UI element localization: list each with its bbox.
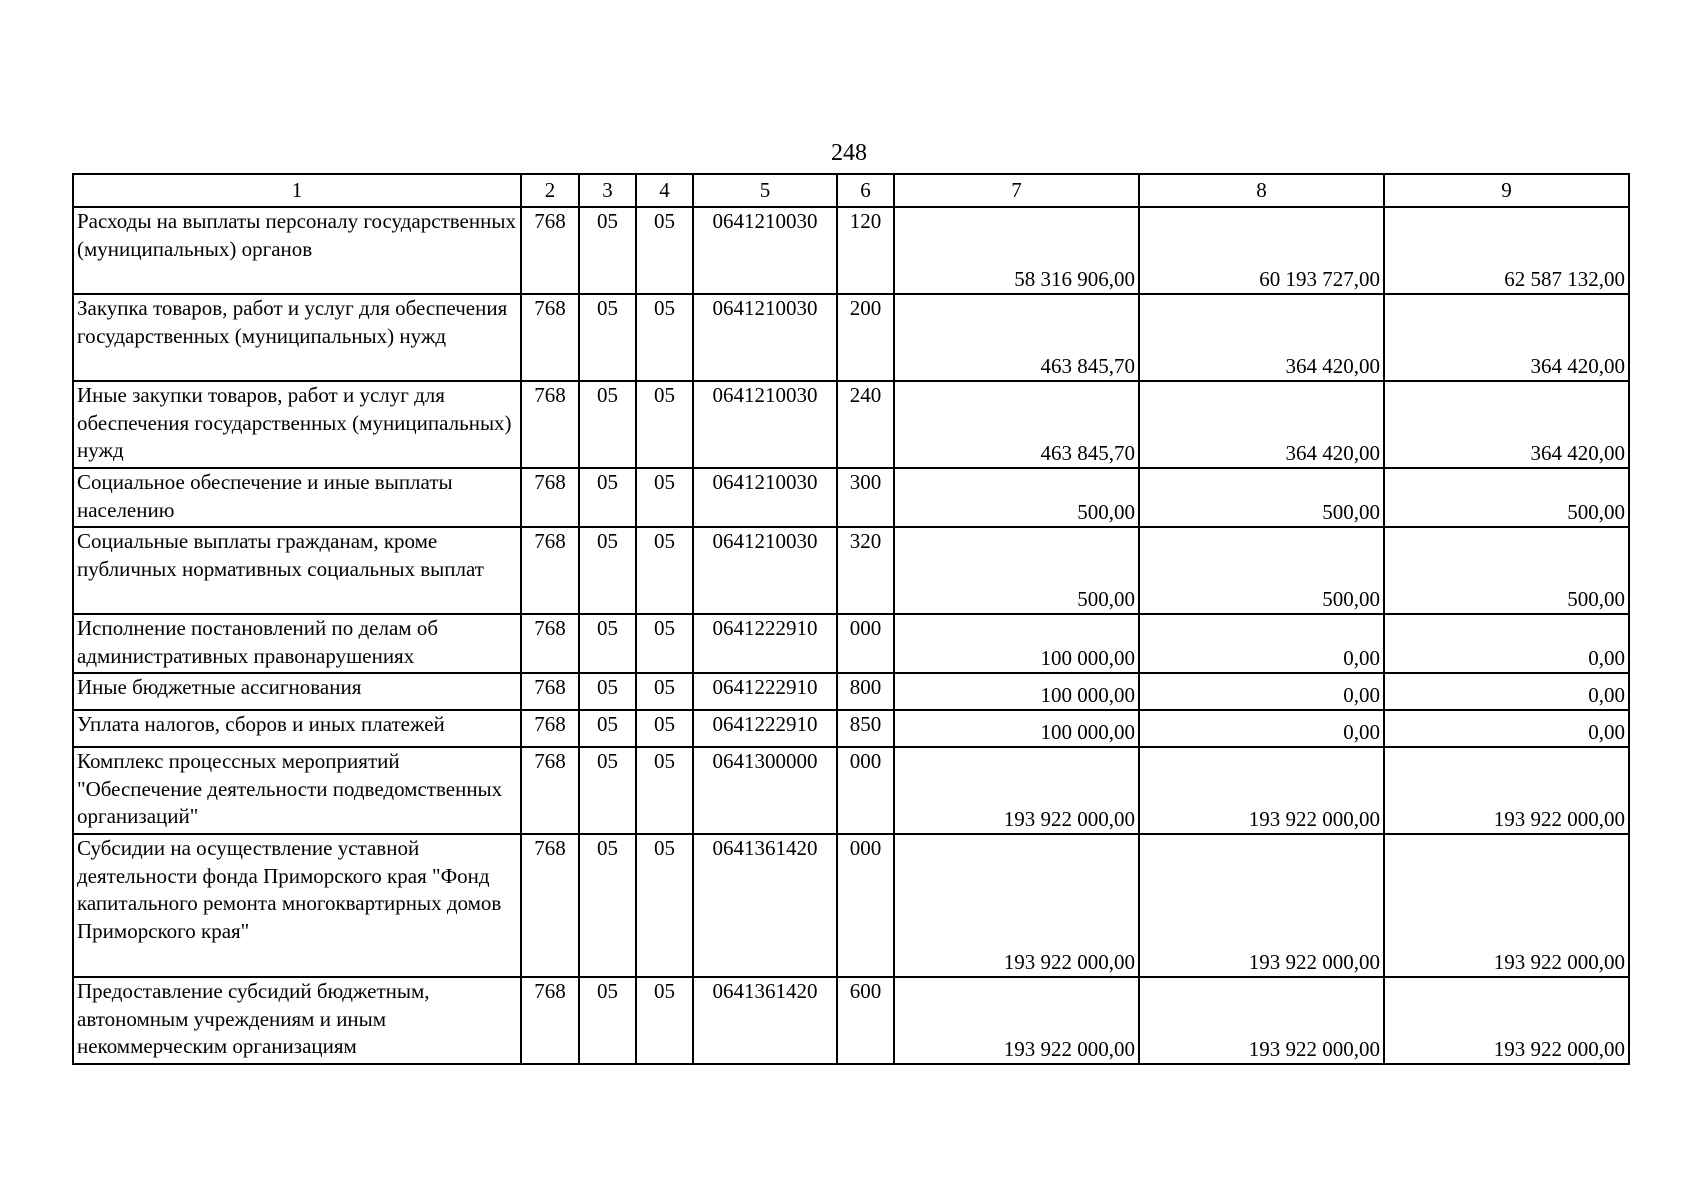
header-cell: 2 [521, 174, 579, 207]
code-cell: 0641210030 [693, 468, 837, 527]
code-cell: 05 [636, 710, 693, 747]
amount-cell: 500,00 [1384, 468, 1629, 527]
amount-cell: 193 922 000,00 [894, 834, 1139, 977]
table-row [73, 294, 1629, 381]
amount-cell: 500,00 [1139, 527, 1384, 614]
row-name: Предоставление субсидий бюджетным, автономным учреждениям и иным некоммерческим организациям [73, 977, 521, 1064]
table-row [73, 527, 1629, 614]
header-cell: 4 [636, 174, 693, 207]
amount-cell: 58 316 906,00 [894, 207, 1139, 294]
code-cell: 768 [521, 977, 579, 1064]
table-row [73, 747, 1629, 834]
code-cell: 0641210030 [693, 381, 837, 468]
code-cell: 05 [636, 614, 693, 673]
code-cell: 05 [579, 614, 636, 673]
amount-cell: 500,00 [1139, 468, 1384, 527]
amount-cell: 60 193 727,00 [1139, 207, 1384, 294]
code-cell: 768 [521, 673, 579, 710]
code-cell: 05 [636, 527, 693, 614]
code-cell: 320 [837, 527, 894, 614]
row-name: Закупка товаров, работ и услуг для обеспечения государственных (муниципальных) нужд [73, 294, 521, 381]
code-cell: 850 [837, 710, 894, 747]
code-cell: 800 [837, 673, 894, 710]
code-cell: 768 [521, 747, 579, 834]
table-row [73, 207, 1629, 294]
code-cell: 05 [579, 468, 636, 527]
header-cell: 8 [1139, 174, 1384, 207]
amount-cell: 500,00 [894, 527, 1139, 614]
header-cell: 9 [1384, 174, 1629, 207]
code-cell: 05 [579, 294, 636, 381]
code-cell: 05 [579, 527, 636, 614]
code-cell: 000 [837, 747, 894, 834]
code-cell: 05 [579, 747, 636, 834]
header-cell: 3 [579, 174, 636, 207]
amount-cell: 193 922 000,00 [894, 747, 1139, 834]
code-cell: 768 [521, 381, 579, 468]
table-row [73, 834, 1629, 977]
header-cell: 6 [837, 174, 894, 207]
code-cell: 768 [521, 710, 579, 747]
header-cell: 7 [894, 174, 1139, 207]
code-cell: 05 [579, 207, 636, 294]
amount-cell: 0,00 [1139, 614, 1384, 673]
code-cell: 000 [837, 614, 894, 673]
code-cell: 0641222910 [693, 614, 837, 673]
amount-cell: 100 000,00 [894, 673, 1139, 710]
amount-cell: 0,00 [1139, 710, 1384, 747]
code-cell: 0641210030 [693, 294, 837, 381]
amount-cell: 193 922 000,00 [894, 977, 1139, 1064]
code-cell: 300 [837, 468, 894, 527]
row-name: Расходы на выплаты персоналу государственных (муниципальных) органов [73, 207, 521, 294]
code-cell: 05 [636, 747, 693, 834]
code-cell: 05 [636, 468, 693, 527]
code-cell: 200 [837, 294, 894, 381]
amount-cell: 364 420,00 [1384, 294, 1629, 381]
code-cell: 768 [521, 294, 579, 381]
amount-cell: 0,00 [1139, 673, 1384, 710]
row-name: Иные закупки товаров, работ и услуг для обеспечения государственных (муниципальных) нужд [73, 381, 521, 468]
table-row [73, 468, 1629, 527]
row-name: Иные бюджетные ассигнования [73, 673, 521, 710]
code-cell: 768 [521, 834, 579, 977]
code-cell: 768 [521, 527, 579, 614]
amount-cell: 193 922 000,00 [1384, 977, 1629, 1064]
code-cell: 05 [579, 381, 636, 468]
row-name: Исполнение постановлений по делам об административных правонарушениях [73, 614, 521, 673]
code-cell: 768 [521, 207, 579, 294]
amount-cell: 100 000,00 [894, 614, 1139, 673]
code-cell: 768 [521, 468, 579, 527]
code-cell: 05 [636, 673, 693, 710]
amount-cell: 364 420,00 [1139, 294, 1384, 381]
amount-cell: 0,00 [1384, 614, 1629, 673]
code-cell: 05 [579, 977, 636, 1064]
amount-cell: 463 845,70 [894, 294, 1139, 381]
amount-cell: 500,00 [894, 468, 1139, 527]
amount-cell: 0,00 [1384, 710, 1629, 747]
row-name: Социальное обеспечение и иные выплаты населению [73, 468, 521, 527]
amount-cell: 0,00 [1384, 673, 1629, 710]
code-cell: 0641361420 [693, 977, 837, 1064]
code-cell: 05 [579, 834, 636, 977]
code-cell: 240 [837, 381, 894, 468]
table-row [73, 614, 1629, 673]
code-cell: 05 [636, 977, 693, 1064]
code-cell: 05 [579, 673, 636, 710]
table-row [73, 977, 1629, 1064]
header-cell: 5 [693, 174, 837, 207]
table-row [73, 710, 1629, 747]
amount-cell: 193 922 000,00 [1139, 834, 1384, 977]
code-cell: 0641210030 [693, 207, 837, 294]
code-cell: 0641222910 [693, 710, 837, 747]
amount-cell: 193 922 000,00 [1139, 977, 1384, 1064]
budget-table [72, 173, 1630, 1065]
table-row [73, 673, 1629, 710]
code-cell: 768 [521, 614, 579, 673]
code-cell: 05 [636, 207, 693, 294]
amount-cell: 100 000,00 [894, 710, 1139, 747]
amount-cell: 193 922 000,00 [1384, 834, 1629, 977]
header-cell: 1 [73, 174, 521, 207]
code-cell: 05 [579, 710, 636, 747]
code-cell: 05 [636, 294, 693, 381]
code-cell: 0641210030 [693, 527, 837, 614]
amount-cell: 500,00 [1384, 527, 1629, 614]
amount-cell: 193 922 000,00 [1139, 747, 1384, 834]
code-cell: 05 [636, 381, 693, 468]
code-cell: 0641300000 [693, 747, 837, 834]
code-cell: 05 [636, 834, 693, 977]
code-cell: 0641222910 [693, 673, 837, 710]
page-number: 248 [831, 140, 867, 166]
amount-cell: 62 587 132,00 [1384, 207, 1629, 294]
code-cell: 0641361420 [693, 834, 837, 977]
amount-cell: 364 420,00 [1139, 381, 1384, 468]
row-name: Уплата налогов, сборов и иных платежей [73, 710, 521, 747]
code-cell: 120 [837, 207, 894, 294]
code-cell: 600 [837, 977, 894, 1064]
amount-cell: 193 922 000,00 [1384, 747, 1629, 834]
code-cell: 000 [837, 834, 894, 977]
row-name: Комплекс процессных мероприятий "Обеспечение деятельности подведомственных организаций" [73, 747, 521, 834]
table-row [73, 381, 1629, 468]
row-name: Субсидии на осуществление уставной деятельности фонда Приморского края "Фонд капитального ремонта многоквартирных домов Приморского края" [73, 834, 521, 977]
header-row [73, 174, 1629, 207]
row-name: Социальные выплаты гражданам, кроме публичных нормативных социальных выплат [73, 527, 521, 614]
amount-cell: 463 845,70 [894, 381, 1139, 468]
amount-cell: 364 420,00 [1384, 381, 1629, 468]
